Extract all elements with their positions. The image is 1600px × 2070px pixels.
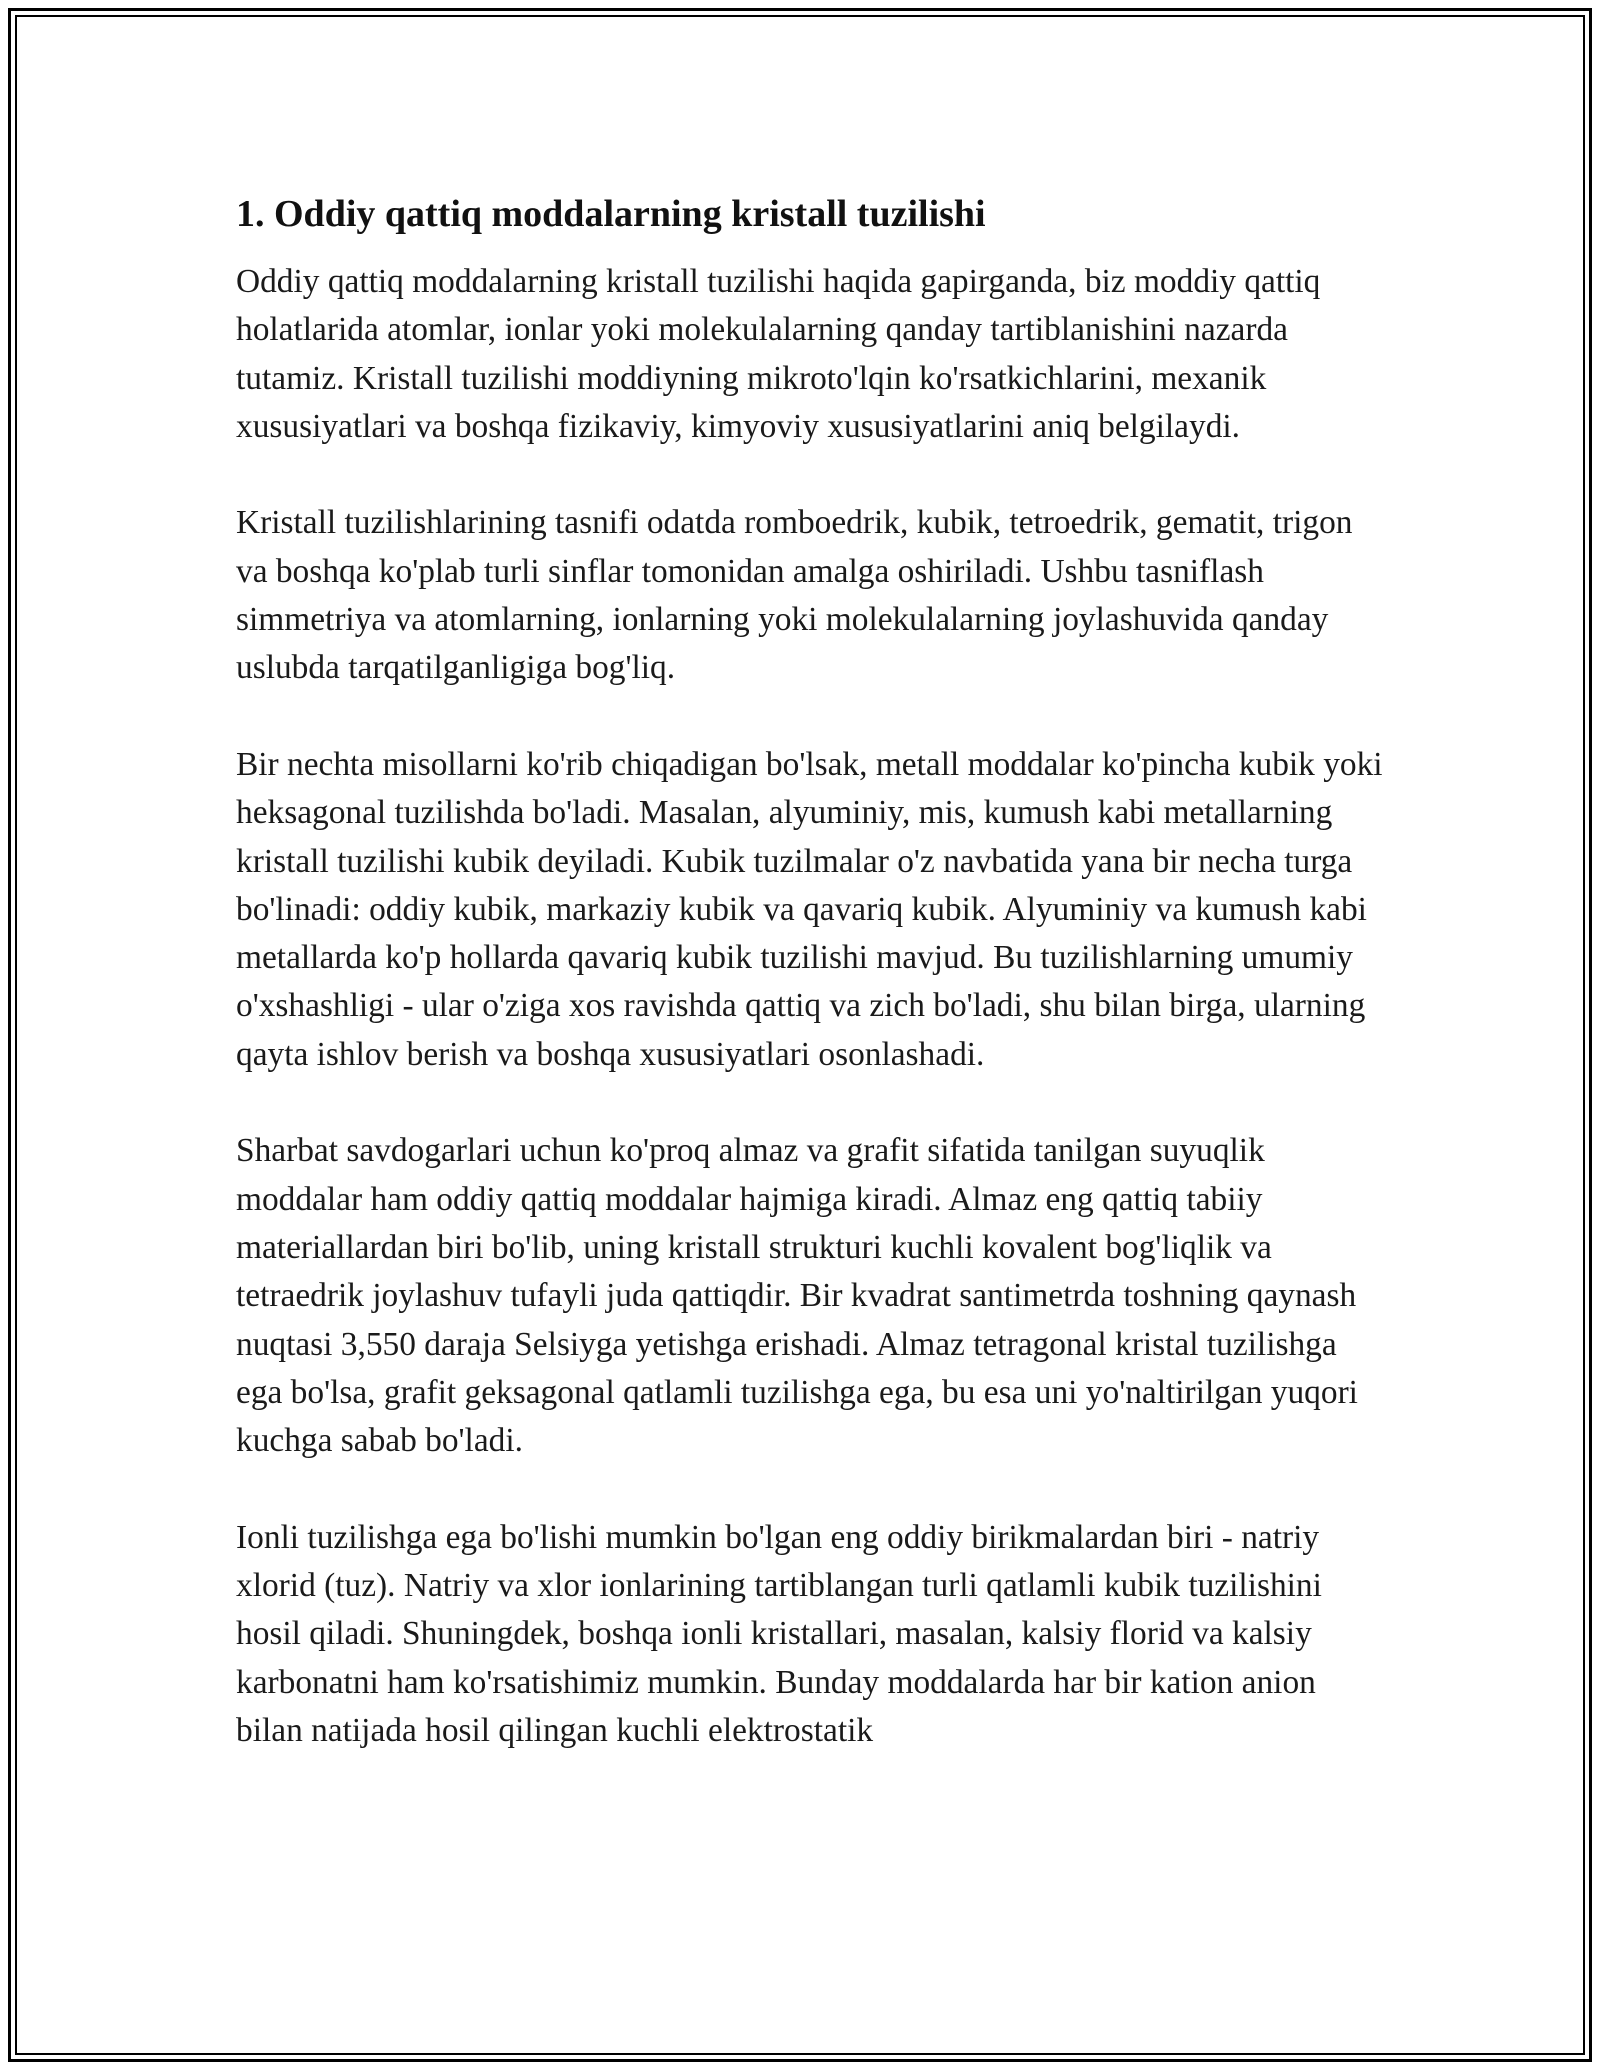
paragraph-metals: Bir nechta misollarni ko'rib chiqadigan bo'lsak, metall moddalar ko'pincha kubik yoki heksagonal tuzilishda bo'ladi. Masalan, alyuminiy, mis, kumush kabi metallarning kristall tuzilishi kubik deyiladi. Kubik tuzilmalar o'z navbatida yana bir necha turga bo'linadi: oddiy kubik, markaziy kubik va qavariq kubik. Alyuminiy va kumush kabi metallarda ko'p hollarda qavariq kubik tuzilishi mavjud. Bu tuzilishlarning umumiy o'xshashligi - ular o'ziga xos ravishda qattiq va zich bo'ladi, shu bilan birga, ularning qayta ishlov berish va boshqa xususiyatlari osonlashadi. [236, 745, 1383, 1073]
section-heading: 1. Oddiy qattiq moddalarning kristall tuzilishi [236, 193, 986, 235]
paragraph-intro: Oddiy qattiq moddalarning kristall tuzilishi haqida gapirganda, biz moddiy qattiq holatlarida atomlar, ionlar yoki molekulalarning qanday tartiblanishini nazarda tutamiz. Kristall tuzilishi moddiyning mikroto'lqin ko'rsatkichlarini, mexanik xususiyatlari va boshqa fizikaviy, kimyoviy xususiyatlarini aniq belgilaydi. [236, 263, 1321, 445]
paragraph-diamond-graphite: Sharbat savdogarlari uchun ko'proq almaz va grafit sifatida tanilgan suyuqlik moddalar ham oddiy qattiq moddalar hajmiga kiradi. Almaz eng qattiq tabiiy materiallardan biri bo'lib, uning kristall strukturi kuchli kovalent bog'liqlik va tetraedrik joylashuv tufayli juda qattiqdir. Bir kvadrat santimetrda toshning qaynash nuqtasi 3,550 daraja Selsiyga yetishga erishadi. Almaz tetragonal kristal tuzilishga ega bo'lsa, grafit geksagonal qatlamli tuzilishga ega, bu esa uni yo'naltirilgan yuqori kuchga sabab bo'ladi. [236, 1132, 1358, 1460]
paragraph-ionic: Ionli tuzilishga ega bo'lishi mumkin bo'lgan eng oddiy birikmalardan biri - natriy xlorid (tuz). Natriy va xlor ionlarining tartiblangan turli qatlamli kubik tuzilishini hosil qiladi. Shuningdek, boshqa ionli kristallari, masalan, kalsiy florid va kalsiy karbonatni ham ko'rsatishimiz mumkin. Bunday moddalarda har bir kation anion bilan natijada hosil qilingan kuchli elektrostatik [236, 1518, 1322, 1749]
paragraph-classification: Kristall tuzilishlarining tasnifi odatda romboedrik, kubik, tetroedrik, gematit, trigon va boshqa ko'plab turli sinflar tomonidan amalga oshiriladi. Ushbu tasniflash simmetriya va atomlarning, ionlarning yoki molekulalarning joylashuvida qanday uslubda tarqatilganligiga bog'liq. [236, 504, 1353, 687]
document-body [236, 186, 1386, 1755]
